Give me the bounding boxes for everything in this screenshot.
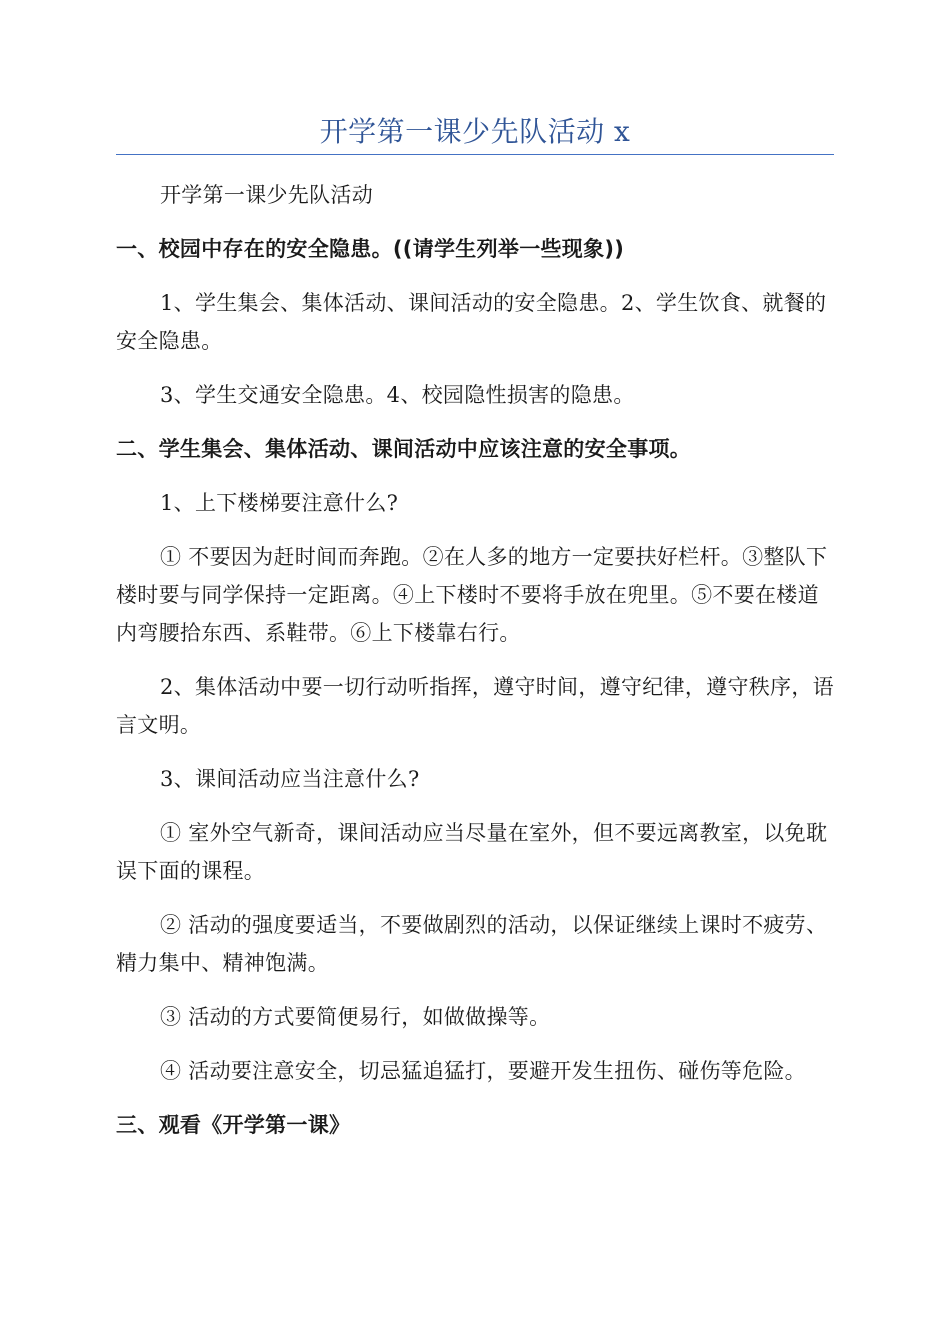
paragraph: 3、学生交通安全隐患。4、校园隐性损害的隐患。 xyxy=(160,383,635,407)
title-underline xyxy=(116,154,834,155)
paragraph: ② 活动的强度要适当，不要做剧烈的活动，以保证继续上课时不疲劳、精力集中、精神饱满。 xyxy=(116,913,828,975)
section-heading-1: 一、校园中存在的安全隐患。((请学生列举一些现象)) xyxy=(116,237,625,261)
paragraph: 1、上下楼梯要注意什么? xyxy=(160,491,399,515)
document-title: 开学第一课少先队活动 x xyxy=(319,115,631,148)
paragraph: ④ 活动要注意安全，切忌猛追猛打，要避开发生扭伤、碰伤等危险。 xyxy=(160,1059,806,1083)
document-body xyxy=(116,176,834,1160)
paragraph: ① 不要因为赶时间而奔跑。②在人多的地方一定要扶好栏杆。③整队下楼时要与同学保持一定距离。④上下楼时不要将手放在兜里。⑤不要在楼道内弯腰拾东西、系鞋带。⑥上下楼靠右行。 xyxy=(116,545,828,645)
section-heading-3: 三、观看《开学第一课》 xyxy=(116,1113,351,1137)
paragraph: 2、集体活动中要一切行动听指挥，遵守时间，遵守纪律，遵守秩序，语言文明。 xyxy=(116,675,834,737)
paragraph: 3、课间活动应当注意什么? xyxy=(160,767,420,791)
intro-paragraph: 开学第一课少先队活动 xyxy=(160,183,373,207)
paragraph: ① 室外空气新奇，课间活动应当尽量在室外，但不要远离教室，以免耽误下面的课程。 xyxy=(116,821,828,883)
section-heading-2: 二、学生集会、集体活动、课间活动中应该注意的安全事项。 xyxy=(116,437,692,461)
paragraph: ③ 活动的方式要简便易行，如做做操等。 xyxy=(160,1005,551,1029)
paragraph: 1、学生集会、集体活动、课间活动的安全隐患。2、学生饮食、就餐的安全隐患。 xyxy=(116,291,827,353)
